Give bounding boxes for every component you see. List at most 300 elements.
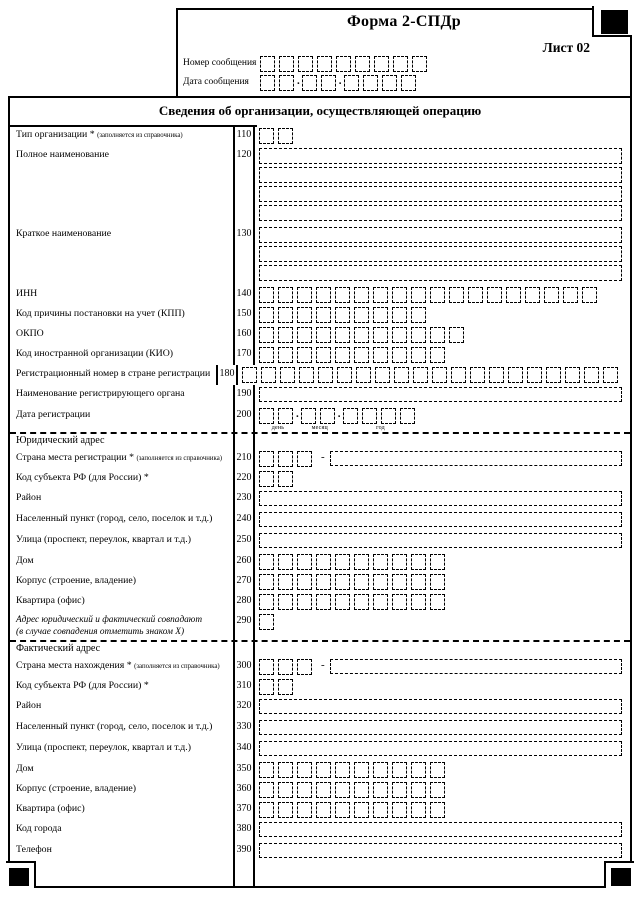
char-cell[interactable] [411,594,426,610]
field-cells [259,533,622,548]
char-cell[interactable] [354,307,369,323]
registration-mark-top-right [601,10,628,34]
char-cell[interactable] [278,594,293,610]
char-cell[interactable] [401,75,416,91]
char-cell[interactable] [392,347,407,363]
char-cell[interactable] [565,367,580,383]
char-cell[interactable] [278,408,293,424]
date-group [343,408,419,431]
field-area [255,285,630,305]
char-cell[interactable] [278,679,293,695]
char-cell[interactable] [301,408,316,424]
field-label: Населенный пункт (город, село, поселок и т.д.) [16,513,213,524]
char-cell[interactable] [603,367,618,383]
field-area [255,325,630,345]
text-field[interactable] [259,512,622,527]
char-cell[interactable] [299,367,314,383]
char-cell[interactable] [278,659,293,675]
field-label: Регистрационный номер в стране регистрации [16,368,211,379]
char-cell[interactable] [316,347,331,363]
char-cell[interactable] [335,782,350,798]
field-area [255,552,630,572]
field-code: 210 [233,449,255,469]
char-cell[interactable] [400,408,415,424]
char-cell[interactable] [525,287,540,303]
char-cell[interactable] [430,594,445,610]
char-cell[interactable] [393,56,408,72]
organization-info-table [8,96,632,888]
char-cell[interactable] [242,367,257,383]
field-area [255,657,630,677]
char-cell[interactable] [506,287,521,303]
field-cells [259,614,278,630]
header-fields [183,54,626,92]
text-field[interactable] [259,741,622,756]
char-cell[interactable] [544,287,559,303]
char-cell[interactable] [411,554,426,570]
char-cell[interactable] [259,451,274,467]
sheet-number: Лист 02 [542,40,590,55]
form-row-170 [10,345,630,365]
form-row-240 [10,510,630,531]
char-cell[interactable] [259,287,274,303]
char-cell[interactable] [279,56,294,72]
field-note: (заполняется из справочника) [97,132,183,139]
char-cell[interactable] [259,327,274,343]
char-cell[interactable] [318,367,333,383]
char-cell[interactable] [392,287,407,303]
field-area [255,800,630,820]
date-group-cells [302,75,340,91]
char-cell[interactable] [430,287,445,303]
char-cell[interactable] [316,307,331,323]
char-cell[interactable] [392,554,407,570]
field-code: 240 [233,510,255,531]
char-cell[interactable] [278,327,293,343]
char-cell[interactable] [373,594,388,610]
char-cell[interactable] [449,327,464,343]
field-code: 220 [233,469,255,489]
date-separator-dot: . [297,74,300,87]
char-cell[interactable] [354,554,369,570]
char-cell[interactable] [297,451,312,467]
char-cell[interactable] [375,367,390,383]
field-label: Краткое наименование [16,228,112,239]
form-row-380 [10,820,630,841]
field-area [255,841,630,862]
char-cell[interactable] [335,554,350,570]
char-cell[interactable] [373,307,388,323]
char-cell[interactable] [392,782,407,798]
char-cell[interactable] [489,367,504,383]
char-cell[interactable] [411,574,426,590]
char-cell[interactable] [259,554,274,570]
field-cells [259,594,449,610]
char-cell[interactable] [259,614,274,630]
char-cell[interactable] [373,782,388,798]
char-cell[interactable] [449,287,464,303]
field-code: 200 [233,406,255,432]
char-cell[interactable] [260,75,275,91]
char-cell[interactable] [563,287,578,303]
char-cell[interactable] [316,554,331,570]
char-cell[interactable] [260,56,275,72]
field-cells [259,148,622,224]
registration-mark-bottom-left [9,868,29,886]
char-cell[interactable] [316,594,331,610]
date-group-cells [343,408,419,424]
form-row-230 [10,489,630,510]
field-code: 260 [233,552,255,572]
multiline-field [259,148,622,224]
form-row-120 [10,146,630,225]
field-cells [259,387,622,402]
date-group [302,75,340,91]
text-field[interactable] [259,491,622,506]
field-cells [259,659,622,675]
char-cell[interactable] [430,574,445,590]
char-cell[interactable] [430,554,445,570]
char-cell[interactable] [259,307,274,323]
field-code [233,642,255,657]
char-cell[interactable] [316,574,331,590]
char-cell[interactable] [297,594,312,610]
char-cell[interactable] [373,762,388,778]
char-cell[interactable] [381,408,396,424]
text-field[interactable] [259,533,622,548]
char-cell[interactable] [373,554,388,570]
filler-code [233,862,255,886]
registration-mark-bottom-right [611,868,631,886]
char-cell[interactable] [374,56,389,72]
text-field[interactable] [259,720,622,735]
header-field-row [183,54,626,73]
char-cell[interactable] [259,471,274,487]
char-cell[interactable] [487,287,502,303]
text-field-line[interactable] [259,205,622,221]
char-cell[interactable] [298,56,313,72]
char-cell[interactable] [373,287,388,303]
char-cell[interactable] [278,128,293,144]
char-cell[interactable] [354,802,369,818]
form-row-250 [10,531,630,552]
field-area [255,739,630,760]
char-cell[interactable] [278,451,293,467]
field-area [255,434,630,449]
text-field-line[interactable] [259,265,622,281]
char-cell[interactable] [297,574,312,590]
char-cell[interactable] [316,287,331,303]
char-cell[interactable] [382,75,397,91]
char-cell[interactable] [373,347,388,363]
char-cell[interactable] [373,802,388,818]
char-cell[interactable] [354,327,369,343]
field-area [255,146,630,225]
char-cell[interactable] [392,762,407,778]
char-cell[interactable] [584,367,599,383]
char-cell[interactable] [259,782,274,798]
char-cell[interactable] [278,471,293,487]
char-cell[interactable] [321,75,336,91]
date-separator-dot: . [296,408,299,420]
char-cell[interactable] [411,327,426,343]
char-cell[interactable] [335,574,350,590]
field-code: 130 [233,225,255,285]
field-label: Код субъекта РФ (для России) * [16,680,149,691]
text-field[interactable] [259,822,622,837]
field-note: (заполняется из справочника) [134,663,220,670]
char-cell[interactable] [259,408,274,424]
country-code-dash: - [321,659,325,671]
field-label: Дата регистрации [16,409,91,420]
char-cell[interactable] [356,367,371,383]
char-cell[interactable] [278,802,293,818]
section-header-row [10,432,630,449]
char-cell[interactable] [354,574,369,590]
char-cell[interactable] [335,307,350,323]
date-group [260,75,298,91]
char-cell[interactable] [373,574,388,590]
char-cell[interactable] [411,782,426,798]
char-cell[interactable] [280,367,295,383]
text-field-line[interactable] [259,148,622,164]
char-cell[interactable] [354,347,369,363]
form-row-260 [10,552,630,572]
field-label: Район [16,700,42,711]
char-cell[interactable] [317,56,332,72]
char-cell[interactable] [411,347,426,363]
field-code: 180 [216,365,238,385]
field-cells [259,408,419,431]
field-code: 350 [233,760,255,780]
field-cells [260,75,420,91]
form-row-300 [10,657,630,677]
char-cell[interactable] [259,802,274,818]
field-label: Юридический адрес [16,435,105,446]
char-cell[interactable] [278,287,293,303]
char-cell[interactable] [392,802,407,818]
field-cells [259,347,449,363]
char-cell[interactable] [392,307,407,323]
char-cell[interactable] [451,367,466,383]
char-cell[interactable] [430,347,445,363]
field-cells [259,554,449,570]
char-cell[interactable] [411,307,426,323]
char-cell[interactable] [297,287,312,303]
char-cell[interactable] [335,762,350,778]
char-cell[interactable] [297,782,312,798]
char-cell[interactable] [335,347,350,363]
field-code: 370 [233,800,255,820]
char-cell[interactable] [278,782,293,798]
text-field[interactable] [259,387,622,402]
date-group [344,75,420,91]
char-cell[interactable] [343,408,358,424]
field-label: Код иностранной организации (КИО) [16,348,174,359]
char-cell[interactable] [297,327,312,343]
field-label-line: (в случае совпадения отметить знаком X) [16,626,185,637]
char-cell[interactable] [354,782,369,798]
text-field-line[interactable] [259,246,622,262]
char-cell[interactable] [363,75,378,91]
field-area [255,820,630,841]
form-row-290 [10,612,630,640]
char-cell[interactable] [320,408,335,424]
char-cell[interactable] [413,367,428,383]
field-label: Полное наименование [16,149,109,160]
char-cell[interactable] [392,327,407,343]
text-field[interactable] [259,699,622,714]
char-cell[interactable] [259,128,274,144]
field-code [233,434,255,449]
char-cell[interactable] [411,287,426,303]
char-cell[interactable] [259,762,274,778]
char-cell[interactable] [259,347,274,363]
field-area [255,305,630,325]
field-label: Корпус (строение, владение) [16,783,136,794]
text-field[interactable] [259,843,622,858]
char-cell[interactable] [261,367,276,383]
field-label: Квартира (офис) [16,595,85,606]
text-field-line[interactable] [259,186,622,202]
char-cell[interactable] [582,287,597,303]
field-cells [259,287,601,303]
empty-filler-row [10,862,630,886]
char-cell[interactable] [373,327,388,343]
char-cell[interactable] [432,367,447,383]
char-cell[interactable] [470,367,485,383]
field-label: Код города [16,823,62,834]
form-row-150 [10,305,630,325]
char-cell[interactable] [297,762,312,778]
field-label [10,612,233,640]
char-cell[interactable] [527,367,542,383]
char-cell[interactable] [297,347,312,363]
char-cell[interactable] [362,408,377,424]
field-cells [259,574,449,590]
char-cell[interactable] [336,56,351,72]
field-cells [259,802,449,818]
char-cell[interactable] [259,659,274,675]
char-cell[interactable] [354,762,369,778]
char-cell[interactable] [316,762,331,778]
char-cell[interactable] [546,367,561,383]
char-cell[interactable] [412,56,427,72]
field-area [255,345,630,365]
char-cell[interactable] [430,802,445,818]
char-cell[interactable] [297,802,312,818]
char-cell[interactable] [278,307,293,323]
field-label: Квартира (офис) [16,803,85,814]
form-row-330 [10,718,630,739]
field-area [255,225,630,285]
field-code: 160 [233,325,255,345]
field-area [255,780,630,800]
field-code: 300 [233,657,255,677]
char-cell[interactable] [411,802,426,818]
char-cell[interactable] [335,594,350,610]
char-cell[interactable] [278,762,293,778]
char-cell[interactable] [259,679,274,695]
char-cell[interactable] [411,762,426,778]
char-cell[interactable] [278,554,293,570]
char-cell[interactable] [337,367,352,383]
field-cells [259,679,297,695]
field-label: Тип организации * (заполняется из справочника) [16,129,183,140]
field-area [255,489,630,510]
field-code: 310 [233,677,255,697]
form-row-200 [10,406,630,432]
field-label: ОКПО [16,328,44,339]
date-group-cells [259,408,297,424]
field-code: 250 [233,531,255,552]
form-row-140 [10,285,630,305]
char-cell[interactable] [297,307,312,323]
field-label-line: Адрес юридический и фактический совпадают [16,615,203,625]
form-title: Форма 2-СПДр [346,13,462,30]
char-cell[interactable] [354,594,369,610]
char-cell[interactable] [279,75,294,91]
char-cell[interactable] [297,659,312,675]
char-cell[interactable] [316,802,331,818]
text-field-line[interactable] [259,227,622,243]
field-cells [259,491,622,506]
field-area [238,365,630,385]
field-area [255,760,630,780]
field-area [255,510,630,531]
char-cell[interactable] [278,574,293,590]
field-area [255,718,630,739]
char-cell[interactable] [278,347,293,363]
char-cell[interactable] [430,327,445,343]
char-cell[interactable] [335,802,350,818]
char-cell[interactable] [259,594,274,610]
section-header-row [10,640,630,657]
char-cell[interactable] [394,367,409,383]
char-cell[interactable] [344,75,359,91]
text-field[interactable] [330,451,622,466]
form-row-130 [10,225,630,285]
char-cell[interactable] [355,56,370,72]
form-row-220 [10,469,630,489]
char-cell[interactable] [392,594,407,610]
field-label: Улица (проспект, переулок, квартал и т.д.) [16,742,191,753]
char-cell[interactable] [508,367,523,383]
char-cell[interactable] [430,762,445,778]
char-cell[interactable] [297,554,312,570]
form-row-340 [10,739,630,760]
char-cell[interactable] [430,782,445,798]
field-area [255,697,630,718]
form-row-270 [10,572,630,592]
field-label: Район [16,492,42,503]
char-cell[interactable] [335,327,350,343]
text-field-line[interactable] [259,167,622,183]
field-cells [259,471,297,487]
field-label: Код субъекта РФ (для России) * [16,472,149,483]
char-cell[interactable] [316,782,331,798]
char-cell[interactable] [259,574,274,590]
char-cell[interactable] [354,287,369,303]
char-cell[interactable] [302,75,317,91]
char-cell[interactable] [335,287,350,303]
form-row-280 [10,592,630,612]
char-cell[interactable] [468,287,483,303]
char-cell[interactable] [316,327,331,343]
text-field[interactable] [330,659,622,674]
char-cell[interactable] [392,574,407,590]
date-group-cells [301,408,339,424]
